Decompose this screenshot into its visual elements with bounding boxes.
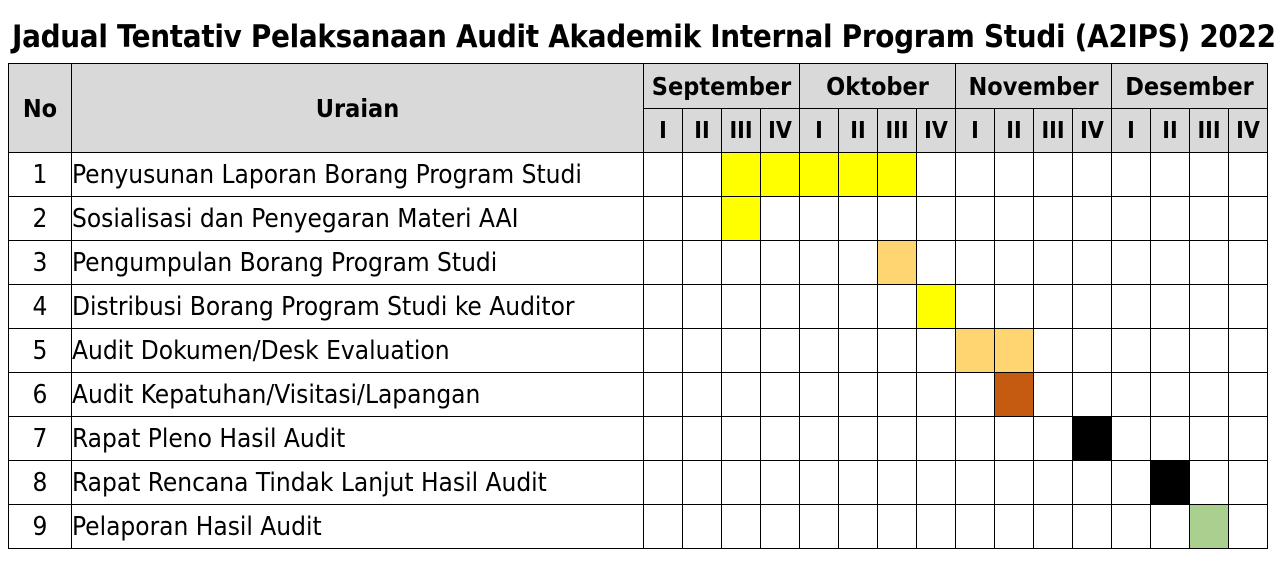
schedule-cell [1190,197,1229,241]
schedule-cell [1190,373,1229,417]
schedule-cell [1190,461,1229,505]
schedule-table [8,63,1268,549]
schedule-cell [839,285,878,329]
schedule-cell [800,461,839,505]
schedule-cell [800,417,839,461]
schedule-row [9,241,1268,285]
schedule-cell [956,373,995,417]
schedule-cell [1229,241,1268,285]
activity-description: Rapat Rencana Tindak Lanjut Hasil Audit [72,461,644,505]
schedule-cell [878,285,917,329]
header-row-months [9,64,1268,109]
schedule-cell [683,373,722,417]
schedule-cell [917,153,956,197]
schedule-cell [1073,373,1112,417]
week-header: III [1034,109,1073,153]
week-header: III [722,109,761,153]
schedule-cell [1151,417,1190,461]
schedule-cell [1229,461,1268,505]
week-header: I [1112,109,1151,153]
month-header-september: September [644,64,800,109]
activity-description: Audit Dokumen/Desk Evaluation [72,329,644,373]
schedule-cell [956,285,995,329]
schedule-cell-filled [761,153,800,197]
schedule-cell [956,241,995,285]
schedule-cell [917,461,956,505]
schedule-cell [1112,285,1151,329]
schedule-cell [644,373,683,417]
schedule-cell [1151,153,1190,197]
schedule-cell [917,417,956,461]
schedule-cell-filled [1073,417,1112,461]
schedule-cell [1190,417,1229,461]
schedule-cell [1073,329,1112,373]
schedule-cell-filled [1190,505,1229,549]
schedule-row [9,285,1268,329]
schedule-cell [1229,197,1268,241]
schedule-cell [683,153,722,197]
activity-description: Pelaporan Hasil Audit [72,505,644,549]
schedule-cell [995,241,1034,285]
schedule-cell [1229,153,1268,197]
month-header-desember: Desember [1112,64,1268,109]
schedule-cell-filled [722,197,761,241]
schedule-cell [839,197,878,241]
schedule-cell [800,373,839,417]
row-number: 1 [9,153,72,197]
schedule-cell [956,197,995,241]
schedule-cell [878,329,917,373]
row-number: 6 [9,373,72,417]
schedule-cell [917,505,956,549]
schedule-cell [722,417,761,461]
week-header: II [1151,109,1190,153]
schedule-cell [1151,285,1190,329]
schedule-cell [917,329,956,373]
schedule-cell [683,461,722,505]
schedule-cell [1034,505,1073,549]
schedule-cell [722,241,761,285]
schedule-cell [878,417,917,461]
row-number: 8 [9,461,72,505]
schedule-cell [878,461,917,505]
row-number: 4 [9,285,72,329]
schedule-cell [644,153,683,197]
week-header: II [683,109,722,153]
schedule-cell [683,197,722,241]
activity-description: Pengumpulan Borang Program Studi [72,241,644,285]
schedule-cell [1151,329,1190,373]
activity-description: Rapat Pleno Hasil Audit [72,417,644,461]
schedule-cell [683,241,722,285]
schedule-cell [1229,373,1268,417]
schedule-cell [1112,329,1151,373]
schedule-cell [917,373,956,417]
week-header: I [800,109,839,153]
schedule-cell-filled [878,153,917,197]
week-header: IV [1073,109,1112,153]
schedule-cell [1151,373,1190,417]
week-header: II [995,109,1034,153]
activity-description: Sosialisasi dan Penyegaran Materi AAI [72,197,644,241]
schedule-cell [644,417,683,461]
schedule-cell-filled [995,373,1034,417]
schedule-cell [1112,373,1151,417]
schedule-row [9,329,1268,373]
schedule-cell [995,197,1034,241]
schedule-cell [761,197,800,241]
schedule-cell [1034,461,1073,505]
schedule-cell [839,241,878,285]
schedule-cell [683,285,722,329]
schedule-cell [644,197,683,241]
schedule-cell [1073,153,1112,197]
schedule-cell [995,153,1034,197]
schedule-cell [839,373,878,417]
activity-description: Penyusunan Laporan Borang Program Studi [72,153,644,197]
schedule-cell [1112,153,1151,197]
schedule-cell [956,461,995,505]
schedule-cell [1229,285,1268,329]
schedule-cell-filled [917,285,956,329]
schedule-cell [1190,153,1229,197]
schedule-cell [800,197,839,241]
schedule-cell [722,285,761,329]
schedule-cell-filled [839,153,878,197]
schedule-cell [1034,417,1073,461]
schedule-cell [878,505,917,549]
row-number: 7 [9,417,72,461]
schedule-cell [800,285,839,329]
schedule-cell [1034,241,1073,285]
activity-description: Distribusi Borang Program Studi ke Auditor [72,285,644,329]
schedule-cell [1112,241,1151,285]
schedule-cell-filled [1151,461,1190,505]
schedule-cell [1073,505,1112,549]
column-header-no: No [9,64,72,153]
schedule-cell [1151,241,1190,285]
schedule-cell [956,153,995,197]
schedule-cell [644,505,683,549]
schedule-cell [956,417,995,461]
schedule-cell [1190,241,1229,285]
schedule-cell [644,329,683,373]
month-header-november: November [956,64,1112,109]
schedule-cell [1034,285,1073,329]
week-header: IV [761,109,800,153]
schedule-cell [1229,505,1268,549]
schedule-row [9,197,1268,241]
week-header: I [644,109,683,153]
schedule-cell [878,373,917,417]
schedule-cell [839,329,878,373]
column-header-uraian: Uraian [72,64,644,153]
schedule-cell [1112,197,1151,241]
schedule-cell [1034,153,1073,197]
week-header: III [878,109,917,153]
schedule-cell [839,505,878,549]
schedule-cell [995,285,1034,329]
schedule-cell [1034,329,1073,373]
schedule-cell [800,329,839,373]
schedule-cell [761,461,800,505]
schedule-cell [1073,461,1112,505]
schedule-title: Jadual Tentativ Pelaksanaan Audit Akademik Internal Program Studi (A2IPS) 2022 [12,19,1276,55]
schedule-row [9,461,1268,505]
schedule-cell [761,285,800,329]
week-header: II [839,109,878,153]
schedule-cell [917,197,956,241]
schedule-row [9,505,1268,549]
schedule-cell [839,417,878,461]
schedule-cell-filled [956,329,995,373]
schedule-cell [995,505,1034,549]
schedule-cell [839,461,878,505]
schedule-cell [644,241,683,285]
schedule-cell [1112,505,1151,549]
schedule-row [9,373,1268,417]
schedule-cell [761,373,800,417]
row-number: 2 [9,197,72,241]
schedule-cell-filled [800,153,839,197]
row-number: 3 [9,241,72,285]
schedule-cell-filled [995,329,1034,373]
schedule-cell [722,505,761,549]
schedule-cell [683,417,722,461]
schedule-cell [644,461,683,505]
schedule-cell [956,505,995,549]
schedule-cell [1073,241,1112,285]
schedule-cell [917,241,956,285]
schedule-cell [1073,285,1112,329]
schedule-cell [1190,329,1229,373]
schedule-cell [1190,285,1229,329]
week-header: I [956,109,995,153]
schedule-cell [722,329,761,373]
schedule-cell [1034,197,1073,241]
schedule-cell-filled [878,241,917,285]
schedule-row [9,153,1268,197]
schedule-cell [1151,505,1190,549]
schedule-cell [1151,197,1190,241]
schedule-cell [722,373,761,417]
schedule-cell [1229,417,1268,461]
activity-description: Audit Kepatuhan/Visitasi/Lapangan [72,373,644,417]
schedule-cell [1112,417,1151,461]
schedule-cell [1073,197,1112,241]
schedule-cell [761,505,800,549]
schedule-body [9,153,1268,549]
schedule-cell [878,197,917,241]
schedule-cell [1034,373,1073,417]
schedule-cell [1229,329,1268,373]
schedule-cell [683,505,722,549]
schedule-cell [995,461,1034,505]
schedule-cell [800,241,839,285]
week-header: IV [917,109,956,153]
schedule-cell [644,285,683,329]
schedule-cell [683,329,722,373]
week-header: IV [1229,109,1268,153]
schedule-cell [800,505,839,549]
schedule-cell [722,461,761,505]
row-number: 9 [9,505,72,549]
month-header-oktober: Oktober [800,64,956,109]
schedule-cell [761,329,800,373]
schedule-cell-filled [722,153,761,197]
schedule-cell [995,417,1034,461]
schedule-cell [761,417,800,461]
schedule-cell [1112,461,1151,505]
week-header: III [1190,109,1229,153]
row-number: 5 [9,329,72,373]
schedule-row [9,417,1268,461]
schedule-cell [761,241,800,285]
